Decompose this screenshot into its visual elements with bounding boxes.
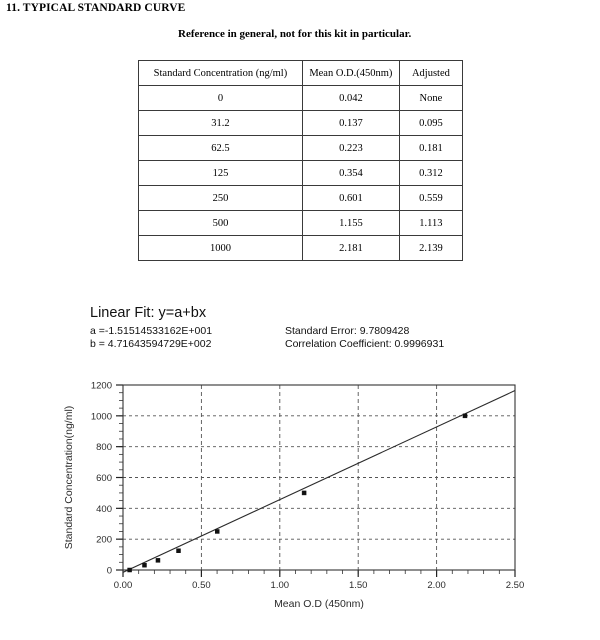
cell-concentration: 62.5 (139, 136, 303, 161)
column-header-concentration: Standard Concentration (ng/ml) (139, 61, 303, 86)
fit-row-a (90, 325, 510, 338)
x-tick-label: 0.50 (192, 580, 211, 591)
cell-adjusted: 1.113 (399, 211, 462, 236)
reference-note: Reference in general, not for this kit in particular. (178, 28, 412, 40)
chart-y-tick-labels (91, 381, 112, 577)
table-header-row (139, 61, 463, 86)
y-tick-label: 400 (96, 503, 112, 515)
cell-mean-od: 2.181 (302, 236, 399, 261)
x-tick-label: 2.50 (505, 580, 525, 591)
cell-concentration: 250 (139, 186, 303, 211)
chart-plot-frame (123, 385, 515, 570)
y-tick-label: 0 (106, 565, 112, 577)
cell-mean-od: 0.223 (302, 136, 399, 161)
y-tick-label: 200 (96, 534, 112, 546)
table-row (139, 161, 463, 186)
y-tick-label: 600 (96, 473, 112, 484)
table-row (139, 136, 463, 161)
fit-coefficient-b: b = 4.71643594729E+002 (90, 338, 212, 350)
table-row (139, 86, 463, 111)
table-row (139, 236, 463, 261)
cell-mean-od: 0.137 (302, 111, 399, 136)
cell-mean-od: 1.155 (302, 211, 399, 236)
y-tick-label: 1200 (90, 380, 112, 392)
x-tick-label: 0.00 (113, 580, 133, 591)
fit-row-b (90, 338, 510, 351)
cell-concentration: 500 (139, 211, 303, 236)
page-title: 11. TYPICAL STANDARD CURVE (6, 2, 186, 14)
x-tick-label: 1.50 (348, 580, 368, 591)
cell-concentration: 0 (139, 86, 303, 111)
cell-mean-od: 0.354 (302, 161, 399, 186)
x-tick-label: 2.00 (427, 580, 446, 591)
cell-mean-od: 0.601 (302, 186, 399, 211)
chart-minor-ticks (119, 385, 515, 574)
cell-adjusted: 0.312 (399, 161, 462, 186)
fit-correlation-coeff: Correlation Coefficient: 0.9996931 (285, 338, 445, 350)
cell-adjusted: 0.095 (399, 111, 462, 136)
standard-curve-chart (0, 370, 600, 620)
column-header-mean-od: Mean O.D.(450nm) (302, 61, 399, 86)
standard-curve-table (138, 60, 463, 261)
chart-gridlines (123, 385, 515, 570)
chart-x-axis-title: Mean O.D (450nm) (274, 598, 364, 610)
y-tick-label: 800 (96, 442, 112, 454)
cell-concentration: 1000 (139, 236, 303, 261)
table-row (139, 111, 463, 136)
linear-fit-summary (90, 305, 510, 351)
table-row (139, 211, 463, 236)
chart-data-points (128, 414, 467, 572)
fit-stats-grid (90, 325, 510, 351)
x-tick-label: 1.00 (270, 580, 290, 591)
cell-adjusted: 2.139 (399, 236, 462, 261)
cell-adjusted: None (399, 86, 462, 111)
fit-coefficient-a: a =-1.51514533162E+001 (90, 325, 213, 337)
cell-concentration: 125 (139, 161, 303, 186)
cell-concentration: 31.2 (139, 111, 303, 136)
cell-adjusted: 0.559 (399, 186, 462, 211)
fit-title: Linear Fit: y=a+bx (90, 305, 207, 321)
chart-x-tick-labels (114, 580, 525, 591)
chart-fit-line (123, 391, 515, 573)
fit-standard-error: Standard Error: 9.7809428 (285, 325, 410, 337)
column-header-adjusted: Adjusted (399, 61, 462, 86)
chart-svg (0, 370, 600, 620)
chart-y-axis-title: Standard Concentration(ng/ml) (63, 405, 75, 550)
y-tick-label: 1000 (90, 411, 112, 423)
cell-mean-od: 0.042 (302, 86, 399, 111)
cell-adjusted: 0.181 (399, 136, 462, 161)
table-row (139, 186, 463, 211)
